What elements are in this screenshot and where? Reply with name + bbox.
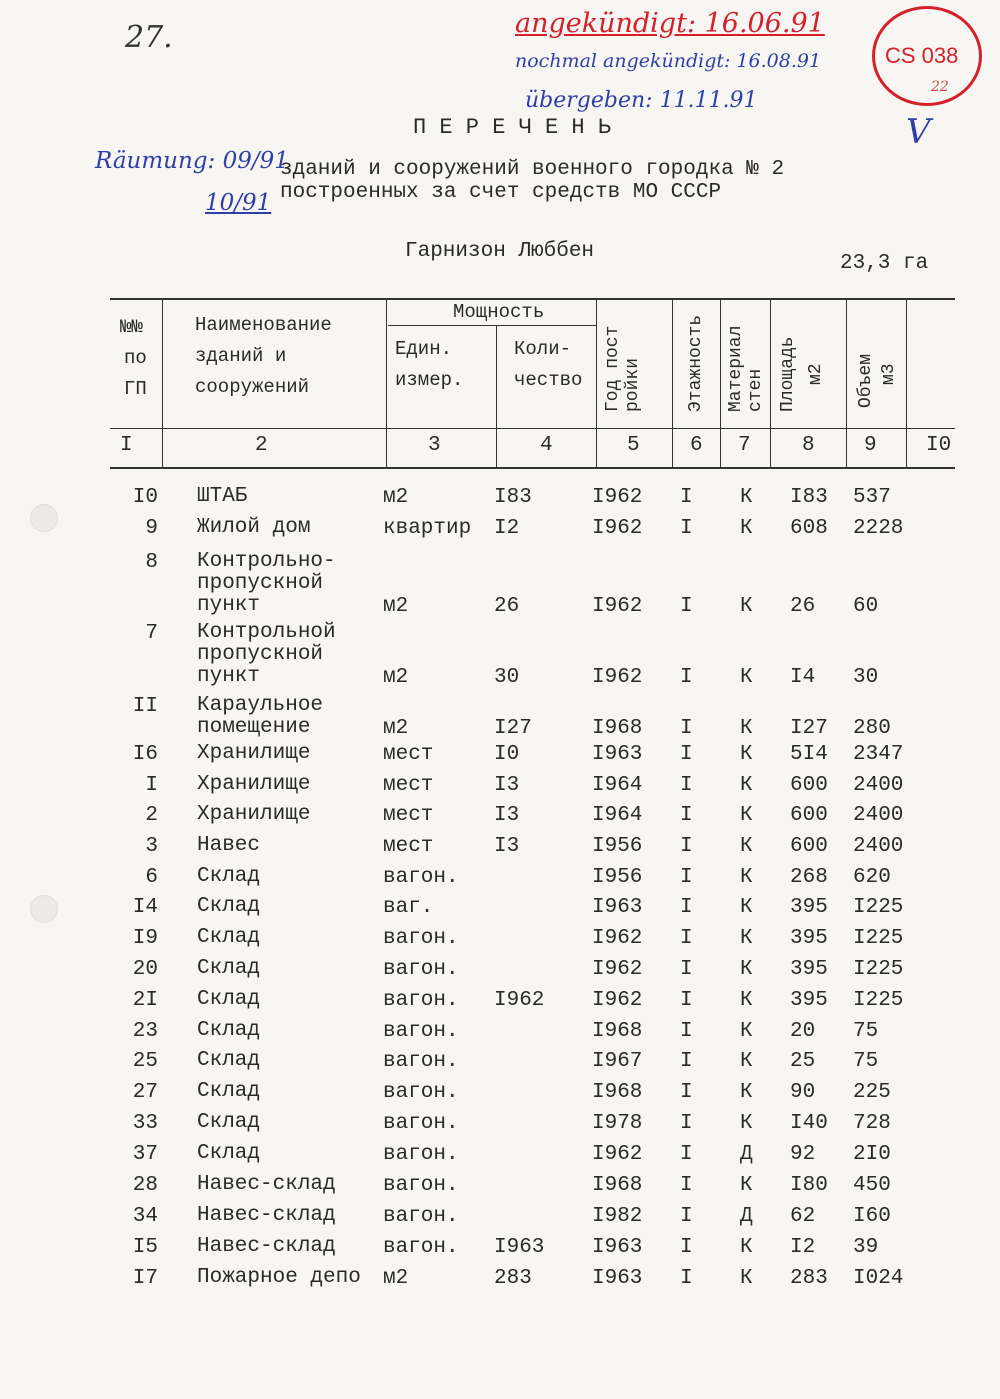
row-quantity: 30 <box>494 666 520 689</box>
row-year: I963 <box>592 743 643 766</box>
column-number: 8 <box>802 434 815 457</box>
row-unit: вагон. <box>383 866 459 889</box>
row-year: I962 <box>592 666 643 689</box>
row-name: Склад <box>197 988 261 1011</box>
row-volume: I225 <box>853 927 904 950</box>
row-volume: 2400 <box>853 835 904 858</box>
row-floors: I <box>680 595 693 618</box>
row-number: I7 <box>132 1267 158 1290</box>
header-area-line1: Площадь <box>778 336 798 412</box>
row-year: I962 <box>592 595 643 618</box>
row-year: I964 <box>592 804 643 827</box>
row-quantity: I3 <box>494 835 520 858</box>
row-number: I5 <box>132 1236 158 1259</box>
header-volume-line2: м3 <box>879 363 899 385</box>
column-number: 6 <box>690 434 703 457</box>
row-material: К <box>740 1050 753 1073</box>
row-area: 268 <box>790 866 828 889</box>
row-area: 90 <box>790 1081 816 1104</box>
row-area: 600 <box>790 774 828 797</box>
row-quantity: I963 <box>494 1236 545 1259</box>
row-unit: вагон. <box>383 1174 459 1197</box>
row-floors: I <box>680 1081 693 1104</box>
row-area: I27 <box>790 717 828 740</box>
row-unit: м2 <box>383 717 409 740</box>
row-material: К <box>740 486 753 509</box>
row-name: Склад <box>197 1111 261 1134</box>
row-unit: мест <box>383 774 434 797</box>
row-name: Хранилище <box>197 803 311 826</box>
row-floors: I <box>680 743 693 766</box>
row-number: 2 <box>145 804 158 827</box>
row-quantity: I2 <box>494 517 520 540</box>
row-year: I962 <box>592 1143 643 1166</box>
row-year: I963 <box>592 896 643 919</box>
row-year: I962 <box>592 927 643 950</box>
header-name-line2: зданий и <box>195 345 287 367</box>
row-area: I83 <box>790 486 828 509</box>
stamp-text: CS 038 <box>885 43 959 68</box>
row-area: 395 <box>790 896 828 919</box>
row-unit: вагон. <box>383 1143 459 1166</box>
row-year: I968 <box>592 1174 643 1197</box>
row-year: I968 <box>592 1081 643 1104</box>
row-floors: I <box>680 1112 693 1135</box>
row-number: 8 <box>145 551 158 574</box>
row-unit: вагон. <box>383 989 459 1012</box>
row-material: К <box>740 1174 753 1197</box>
row-unit: м2 <box>383 486 409 509</box>
row-volume: 225 <box>853 1081 891 1104</box>
header-area-line2: м2 <box>806 363 826 385</box>
page-number: 27. <box>125 20 173 55</box>
row-year: I963 <box>592 1236 643 1259</box>
row-material: К <box>740 1020 753 1043</box>
row-floors: I <box>680 1174 693 1197</box>
row-floors: I <box>680 1236 693 1259</box>
reannounced-note: nochmal angekündigt: 16.08.91 <box>515 50 822 72</box>
punch-hole-bottom <box>30 895 58 923</box>
row-unit: вагон. <box>383 927 459 950</box>
row-name: Склад <box>197 1019 261 1042</box>
header-number-line2: по <box>124 347 147 369</box>
punch-hole-top <box>30 504 58 532</box>
row-unit: вагон. <box>383 1020 459 1043</box>
column-number: I0 <box>926 434 952 457</box>
row-material: К <box>740 989 753 1012</box>
row-number: I <box>145 774 158 797</box>
row-quantity: I3 <box>494 774 520 797</box>
header-unit-line2: измер. <box>395 369 464 391</box>
row-quantity: 283 <box>494 1267 532 1290</box>
row-material: Д <box>740 1143 753 1166</box>
row-number: 37 <box>132 1143 158 1166</box>
column-number: 7 <box>738 434 751 457</box>
row-unit: вагон. <box>383 1112 459 1135</box>
row-year: I968 <box>592 717 643 740</box>
row-material: К <box>740 896 753 919</box>
row-floors: I <box>680 866 693 889</box>
row-area: 5I4 <box>790 743 828 766</box>
row-number: 6 <box>145 866 158 889</box>
row-floors: I <box>680 517 693 540</box>
row-floors: I <box>680 958 693 981</box>
row-material: К <box>740 717 753 740</box>
row-material: К <box>740 835 753 858</box>
row-area: 20 <box>790 1020 816 1043</box>
row-volume: 728 <box>853 1112 891 1135</box>
row-area: 26 <box>790 595 816 618</box>
header-year-line1: Год пост <box>603 325 623 412</box>
row-number: 3 <box>145 835 158 858</box>
row-name: Жилой дом <box>197 516 311 539</box>
row-area: 25 <box>790 1050 816 1073</box>
row-volume: 2I0 <box>853 1143 891 1166</box>
row-area: I40 <box>790 1112 828 1135</box>
row-material: К <box>740 1267 753 1290</box>
header-name-line1: Наименование <box>195 314 332 336</box>
row-floors: I <box>680 1050 693 1073</box>
row-quantity: 26 <box>494 595 520 618</box>
row-number: 27 <box>132 1081 158 1104</box>
row-name: пропускной <box>197 572 324 595</box>
column-number: 5 <box>627 434 640 457</box>
row-name: Хранилище <box>197 742 311 765</box>
column-number: 2 <box>255 434 268 457</box>
header-name-line3: сооружений <box>195 376 310 398</box>
row-name: Навес-склад <box>197 1204 336 1227</box>
row-year: I962 <box>592 989 643 1012</box>
row-volume: 75 <box>853 1020 879 1043</box>
column-number: 3 <box>428 434 441 457</box>
row-quantity: I27 <box>494 717 532 740</box>
row-area: 62 <box>790 1205 816 1228</box>
row-floors: I <box>680 989 693 1012</box>
row-name: Склад <box>197 926 261 949</box>
row-material: К <box>740 927 753 950</box>
row-name: пункт <box>197 665 261 688</box>
row-volume: 2400 <box>853 774 904 797</box>
row-number: I0 <box>132 486 158 509</box>
row-name: Навес <box>197 834 261 857</box>
row-area: 283 <box>790 1267 828 1290</box>
row-floors: I <box>680 1020 693 1043</box>
row-volume: I225 <box>853 958 904 981</box>
header-floors: Этажность <box>686 314 706 412</box>
row-material: К <box>740 595 753 618</box>
row-volume: 2347 <box>853 743 904 766</box>
header-number-line3: ГП <box>124 378 147 400</box>
row-volume: 60 <box>853 595 879 618</box>
row-material: К <box>740 1236 753 1259</box>
column-number: 4 <box>540 434 553 457</box>
row-floors: I <box>680 1143 693 1166</box>
clearance-note: Räumung: 09/91 <box>95 148 289 174</box>
row-name: Склад <box>197 1080 261 1103</box>
row-floors: I <box>680 804 693 827</box>
row-year: I967 <box>592 1050 643 1073</box>
row-name: Навес-склад <box>197 1173 336 1196</box>
row-year: I962 <box>592 486 643 509</box>
row-material: К <box>740 774 753 797</box>
row-name: ШТАБ <box>197 485 248 508</box>
header-material-line1: Материал <box>726 325 746 412</box>
row-area: 395 <box>790 927 828 950</box>
row-quantity: I83 <box>494 486 532 509</box>
row-quantity: I0 <box>494 743 520 766</box>
row-material: К <box>740 743 753 766</box>
row-number: I6 <box>132 743 158 766</box>
row-volume: 2400 <box>853 804 904 827</box>
row-material: К <box>740 866 753 889</box>
row-number: 25 <box>132 1050 158 1073</box>
row-floors: I <box>680 774 693 797</box>
row-name: помещение <box>197 716 311 739</box>
document-title: П Е Р Е Ч Е Н Ь <box>413 115 612 140</box>
garrison-label: Гарнизон Люббен <box>405 240 595 263</box>
row-unit: вагон. <box>383 1205 459 1228</box>
row-material: К <box>740 666 753 689</box>
row-volume: I225 <box>853 989 904 1012</box>
row-name: Склад <box>197 865 261 888</box>
row-area: 395 <box>790 958 828 981</box>
row-volume: 620 <box>853 866 891 889</box>
row-quantity: I3 <box>494 804 520 827</box>
row-number: I9 <box>132 927 158 950</box>
row-year: I962 <box>592 517 643 540</box>
document-subtitle-line1: зданий и сооружений военного городка № 2 <box>280 158 785 181</box>
row-unit: м2 <box>383 666 409 689</box>
row-area: 600 <box>790 804 828 827</box>
row-area: 92 <box>790 1143 816 1166</box>
row-name: пункт <box>197 594 261 617</box>
row-volume: 75 <box>853 1050 879 1073</box>
row-name: Склад <box>197 957 261 980</box>
column-number: 9 <box>864 434 877 457</box>
header-number-line1: №№ <box>120 316 143 338</box>
row-area: 600 <box>790 835 828 858</box>
header-unit-line1: Един. <box>395 338 453 360</box>
row-volume: 2228 <box>853 517 904 540</box>
row-year: I964 <box>592 774 643 797</box>
row-floors: I <box>680 486 693 509</box>
row-volume: 537 <box>853 486 891 509</box>
row-unit: ваг. <box>383 896 434 919</box>
row-unit: м2 <box>383 1267 409 1290</box>
row-floors: I <box>680 1267 693 1290</box>
row-number: 28 <box>132 1174 158 1197</box>
row-material: К <box>740 517 753 540</box>
row-volume: 280 <box>853 717 891 740</box>
row-area: 608 <box>790 517 828 540</box>
clearance-note-2: 10/91 <box>205 190 272 216</box>
row-year: I956 <box>592 866 643 889</box>
row-material: Д <box>740 1205 753 1228</box>
row-number: 34 <box>132 1205 158 1228</box>
row-unit: вагон. <box>383 1236 459 1259</box>
row-unit: вагон. <box>383 1081 459 1104</box>
row-area: 395 <box>790 989 828 1012</box>
row-area: I2 <box>790 1236 816 1259</box>
row-floors: I <box>680 835 693 858</box>
row-material: К <box>740 1081 753 1104</box>
row-floors: I <box>680 896 693 919</box>
row-unit: квартир <box>383 517 472 540</box>
header-year-line2: ройки <box>623 357 643 412</box>
row-name: Склад <box>197 1049 261 1072</box>
row-name: Склад <box>197 1142 261 1165</box>
row-unit: мест <box>383 804 434 827</box>
row-year: I963 <box>592 1267 643 1290</box>
row-volume: I024 <box>853 1267 904 1290</box>
document-subtitle-line2: построенных за счет средств МО СССР <box>280 181 722 204</box>
row-year: I968 <box>592 1020 643 1043</box>
row-area: I80 <box>790 1174 828 1197</box>
row-floors: I <box>680 717 693 740</box>
row-material: К <box>740 1112 753 1135</box>
archive-stamp <box>872 6 982 106</box>
row-number: 33 <box>132 1112 158 1135</box>
row-unit: мест <box>383 743 434 766</box>
row-number: 23 <box>132 1020 158 1043</box>
row-number: 2I <box>132 989 158 1012</box>
row-material: К <box>740 804 753 827</box>
row-unit: м2 <box>383 595 409 618</box>
row-volume: 30 <box>853 666 879 689</box>
row-material: К <box>740 958 753 981</box>
announced-note: angekündigt: 16.06.91 <box>515 8 825 39</box>
row-name: Караульное <box>197 694 324 717</box>
area-total: 23,3 га <box>840 252 929 275</box>
row-number: II <box>132 695 158 718</box>
check-mark: V <box>906 112 931 152</box>
row-number: 20 <box>132 958 158 981</box>
header-capacity: Мощность <box>453 301 545 323</box>
row-name: Контрольной <box>197 621 336 644</box>
row-unit: вагон. <box>383 958 459 981</box>
row-name: Склад <box>197 895 261 918</box>
stamp-subtext: 22 <box>931 79 949 95</box>
row-area: I4 <box>790 666 816 689</box>
row-unit: вагон. <box>383 1050 459 1073</box>
row-floors: I <box>680 927 693 950</box>
row-name: Контрольно- <box>197 550 336 573</box>
row-name: Пожарное депо <box>197 1266 361 1289</box>
row-name: Хранилище <box>197 773 311 796</box>
row-quantity: I962 <box>494 989 545 1012</box>
row-floors: I <box>680 1205 693 1228</box>
row-year: I962 <box>592 958 643 981</box>
row-volume: I225 <box>853 896 904 919</box>
row-name: Навес-склад <box>197 1235 336 1258</box>
row-year: I978 <box>592 1112 643 1135</box>
handed-over-note: übergeben: 11.11.91 <box>525 88 758 113</box>
row-year: I982 <box>592 1205 643 1228</box>
row-floors: I <box>680 666 693 689</box>
row-volume: 39 <box>853 1236 879 1259</box>
row-year: I956 <box>592 835 643 858</box>
header-qty-line1: Коли- <box>514 338 572 360</box>
row-name: пропускной <box>197 643 324 666</box>
row-number: 7 <box>145 622 158 645</box>
column-number: I <box>120 434 133 457</box>
header-qty-line2: чество <box>514 369 583 391</box>
row-volume: 450 <box>853 1174 891 1197</box>
header-volume-line1: Объем <box>856 353 876 408</box>
row-unit: мест <box>383 835 434 858</box>
header-material-line2: стен <box>746 368 766 412</box>
row-volume: I60 <box>853 1205 891 1228</box>
row-number: I4 <box>132 896 158 919</box>
row-number: 9 <box>145 517 158 540</box>
